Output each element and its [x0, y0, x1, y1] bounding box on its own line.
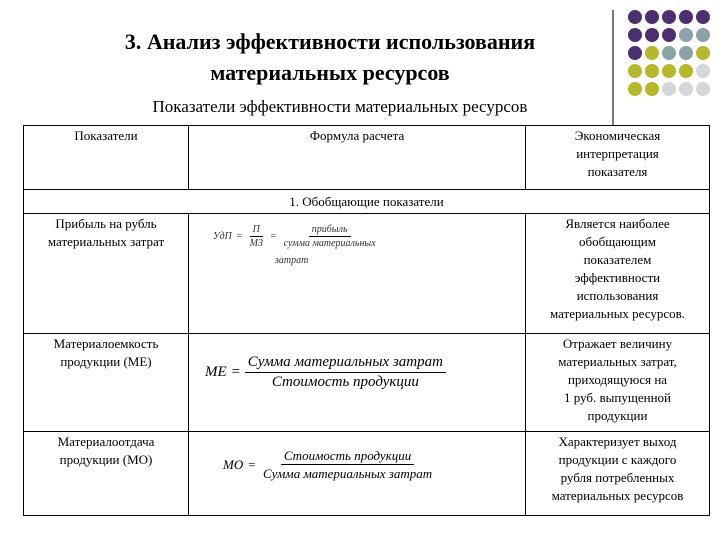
- formula-continuation: затрат: [275, 255, 309, 266]
- indicator-name: Материалоотдача продукции (МО): [24, 432, 189, 516]
- formula-material-intensity: МЕ = $\frac{\text{Сумма материальных затрат}}{\text{Стоимость продукции}}$: [205, 353, 521, 392]
- slide-title: [40, 26, 620, 88]
- decorative-dot: [662, 28, 676, 42]
- formula-profit-per-ruble: УдП = $\frac{П}{МЗ}$ = $\frac{\text{прибыль}}{\text{сумма материальных}}$: [213, 224, 376, 249]
- decorative-dot: [628, 46, 642, 60]
- decorative-dot: [679, 46, 693, 60]
- table-row: [24, 432, 710, 516]
- title-line-2: материальных ресурсов: [210, 60, 450, 85]
- interpretation-cell: Характеризует выход продукции с каждого рубля потребленных материальных ресурсов: [526, 432, 710, 516]
- decorative-dot: [679, 64, 693, 78]
- formula-cell: [189, 334, 526, 432]
- table-row: [24, 214, 710, 334]
- decorative-dot: [696, 64, 710, 78]
- decorative-dot: [645, 82, 659, 96]
- table-header-row: [24, 126, 710, 190]
- interpretation-cell: Является наиболее обобщающим показателем эффективности использования материальных ресурсов.: [526, 214, 710, 334]
- decorative-dot: [696, 82, 710, 96]
- indicators-table: [23, 125, 710, 516]
- decorative-dot: [696, 28, 710, 42]
- decorative-dot: [628, 10, 642, 24]
- decorative-dot-grid: [628, 10, 712, 110]
- table-row: [24, 334, 710, 432]
- decorative-dot: [645, 46, 659, 60]
- slide-subtitle: Показатели эффективности материальных ресурсов: [152, 97, 528, 116]
- header-formula: Формула расчета: [189, 126, 526, 190]
- indicator-name: Материалоемкость продукции (МЕ): [24, 334, 189, 432]
- formula-material-return: МО = $\frac{\text{Стоимость продукции}}{\text{Сумма материальных затрат}}$: [223, 448, 433, 481]
- decorative-dot: [662, 10, 676, 24]
- interpretation-cell: Отражает величину материальных затрат, приходящуюся на 1 руб. выпущенной продукции: [526, 334, 710, 432]
- section-title: 1. Обобщающие показатели: [24, 190, 710, 214]
- indicator-name: Прибыль на рубль материальных затрат: [24, 214, 189, 334]
- decorative-dot: [679, 28, 693, 42]
- formula-cell: [189, 432, 526, 516]
- decorative-dot: [628, 82, 642, 96]
- header-interpretation: Экономическая интерпретация показателя: [526, 126, 710, 190]
- title-line-1: 3. Анализ эффективности использования: [124, 29, 536, 54]
- decorative-dot: [679, 82, 693, 96]
- decorative-dot: [662, 82, 676, 96]
- decorative-dot: [628, 64, 642, 78]
- decorative-dot: [679, 10, 693, 24]
- decorative-dot: [662, 46, 676, 60]
- header-indicators: Показатели: [24, 126, 189, 190]
- decorative-dot: [645, 28, 659, 42]
- decorative-dot: [628, 28, 642, 42]
- decorative-dot: [696, 10, 710, 24]
- decorative-dot: [696, 46, 710, 60]
- decorative-dot: [645, 64, 659, 78]
- decorative-dot: [662, 64, 676, 78]
- formula-cell: [189, 214, 526, 334]
- section-row: [24, 190, 710, 214]
- decorative-dot: [645, 10, 659, 24]
